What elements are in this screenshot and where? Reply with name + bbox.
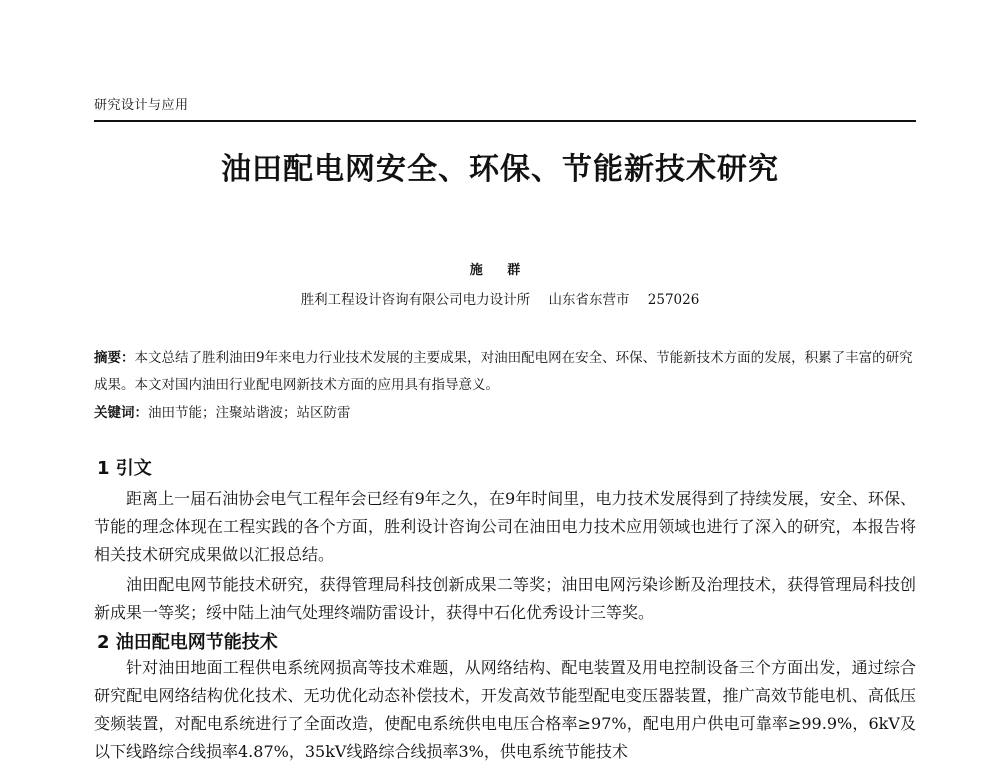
abstract-text: 本文总结了胜利油田9年来电力行业技术发展的主要成果，对油田配电网在安全、环保、节能新技术方面的发展，积累了丰富的研究成果。本文对国内油田行业配电网新技术方面的应用具有指导意义。 (94, 350, 913, 393)
running-header: 研究设计与应用 (94, 98, 189, 113)
keywords (94, 403, 916, 423)
section-heading-intro: 1 引文 (97, 458, 152, 479)
author-name: 施 群 (469, 263, 531, 278)
author-affiliation: 胜利工程设计咨询有限公司电力设计所 山东省东营市 257026 (300, 292, 700, 308)
header-divider (94, 120, 916, 122)
paragraph: 油田配电网节能技术研究，获得管理局科技创新成果二等奖；油田电网污染诊断及治理技术，获得管理局科技创新成果一等奖；绥中陆上油气处理终端防雷设计，获得中石化优秀设计三等奖。 (94, 575, 916, 622)
paragraph: 针对油田地面工程供电系统网损高等技术难题，从网络结构、配电装置及用电控制设备三个方面出发，通过综合研究配电网络结构优化技术、无功优化动态补偿技术，开发高效节能型配电变压器装置，推广高效节能电机、高低压变频装置，对配电系统进行了全面改造，使配电系统供电电压合格率≥97%，配电用户供电可靠率≥99.9%，6kV及以下线路综合线损率4.87%，35kV线路综合线损率3%，供电系统节能技术 (94, 658, 916, 761)
abstract (94, 345, 916, 399)
keywords-label: 关键词： (94, 405, 148, 421)
section-heading-energy-saving: 2 油田配电网节能技术 (97, 632, 278, 653)
abstract-label: 摘要： (94, 350, 135, 366)
keywords-text: 油田节能；注聚站谐波；站区防雷 (148, 405, 351, 421)
paper-title: 油田配电网安全、环保、节能新技术研究 (221, 152, 779, 187)
paragraph: 距离上一届石油协会电气工程年会已经有9年之久，在9年时间里，电力技术发展得到了持续发展，安全、环保、节能的理念体现在工程实践的各个方面，胜利设计咨询公司在油田电力技术应用领域也进行了深入的研究，本报告将相关技术研究成果做以汇报总结。 (94, 489, 916, 564)
